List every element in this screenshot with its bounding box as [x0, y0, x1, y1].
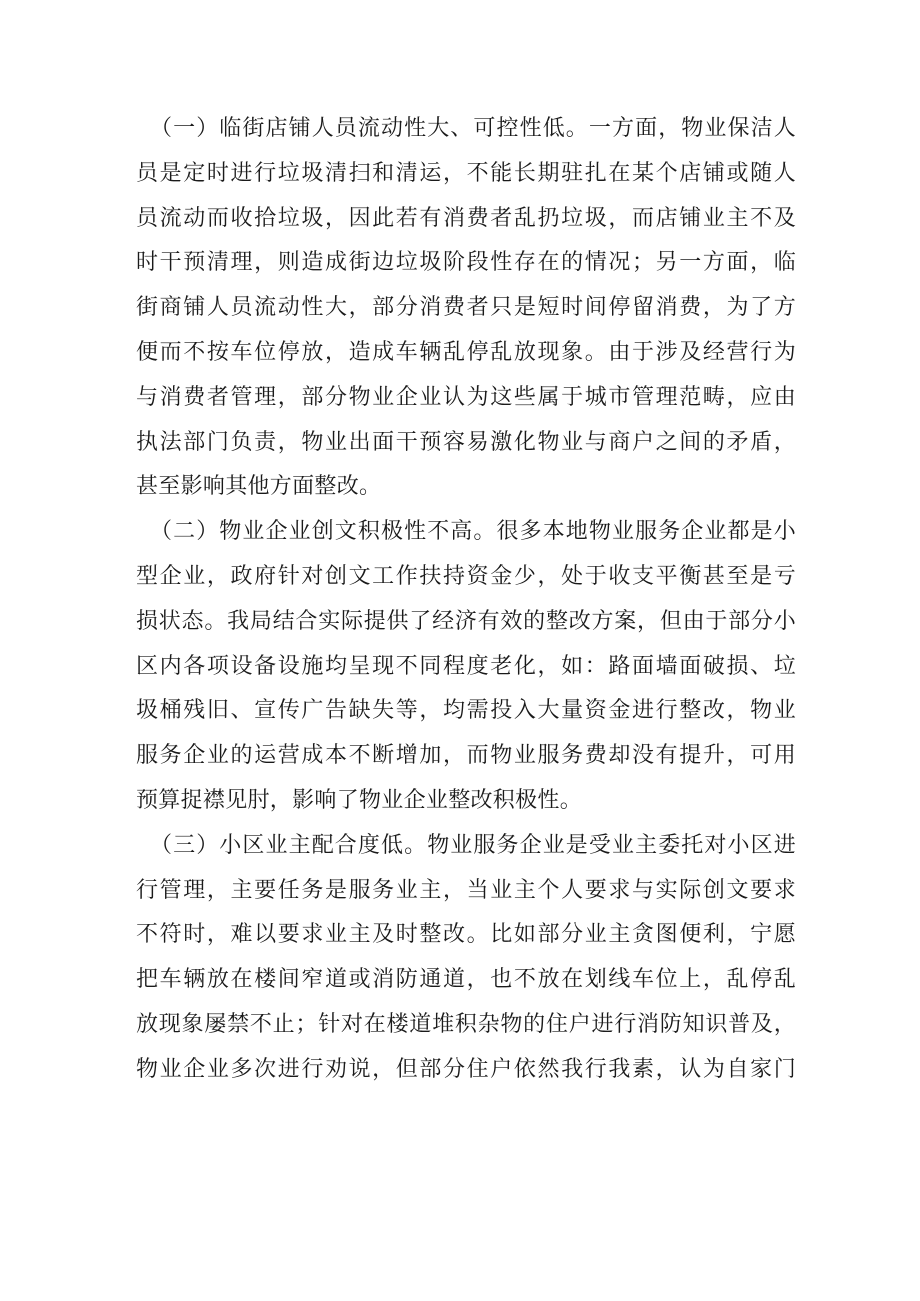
text-line: 便而不按车位停放，造成车辆乱停乱放现象。由于涉及经营行为: [136, 339, 796, 365]
text-line: 区内各项设备设施均呈现不同程度老化，如：路面墙面破损、垃: [136, 653, 796, 679]
text-line: 街商铺人员流动性大，部分消费者只是短时间停留消费，为了方: [136, 295, 796, 321]
text-line: 甚至影响其他方面整改。: [136, 474, 382, 500]
text-line: 执法部门负责，物业出面干预容易激化物业与商户之间的矛盾，: [136, 429, 796, 455]
text-line: 时干预清理，则造成街边垃圾阶段性存在的情况；另一方面，临: [136, 250, 796, 276]
paragraph-2: [136, 510, 796, 824]
paragraph-3: [136, 824, 796, 1093]
text-line: 服务企业的运营成本不断增加，而物业服务费却没有提升，可用: [136, 743, 796, 769]
text-line: （一）临街店铺人员流动性大、可控性低。一方面，物业保洁人: [150, 116, 796, 141]
document-body: [136, 107, 796, 1093]
text-line: 物业企业多次进行劝说，但部分住户依然我行我素，认为自家门: [136, 1056, 796, 1082]
text-line: 预算捉襟见肘，影响了物业企业整改积极性。: [136, 787, 583, 813]
paragraph-1: [136, 107, 796, 510]
text-line: 员流动而收拾垃圾，因此若有消费者乱扔垃圾，而店铺业主不及: [136, 205, 796, 231]
text-line: 与消费者管理，部分物业企业认为这些属于城市管理范畴，应由: [136, 384, 796, 410]
text-line: 损状态。我局结合实际提供了经济有效的整改方案，但由于部分小: [136, 608, 796, 634]
text-line: 员是定时进行垃圾清扫和清运，不能长期驻扎在某个店铺或随人: [136, 160, 796, 186]
text-line: （二）物业企业创文积极性不高。很多本地物业服务企业都是小: [150, 519, 796, 545]
text-line: 圾桶残旧、宣传广告缺失等，均需投入大量资金进行整改，物业: [136, 698, 796, 724]
text-line: 放现象屡禁不止；针对在楼道堆积杂物的住户进行消防知识普及，: [136, 1011, 796, 1037]
text-line: 不符时，难以要求业主及时整改。比如部分业主贪图便利，宁愿: [136, 922, 796, 948]
text-line: 型企业，政府针对创文工作扶持资金少，处于收支平衡甚至是亏: [136, 563, 796, 589]
text-line: 把车辆放在楼间窄道或消防通道，也不放在划线车位上，乱停乱: [136, 967, 796, 993]
text-line: （三）小区业主配合度低。物业服务企业是受业主委托对小区进: [150, 832, 796, 858]
text-line: 行管理，主要任务是服务业主，当业主个人要求与实际创文要求: [136, 877, 796, 903]
